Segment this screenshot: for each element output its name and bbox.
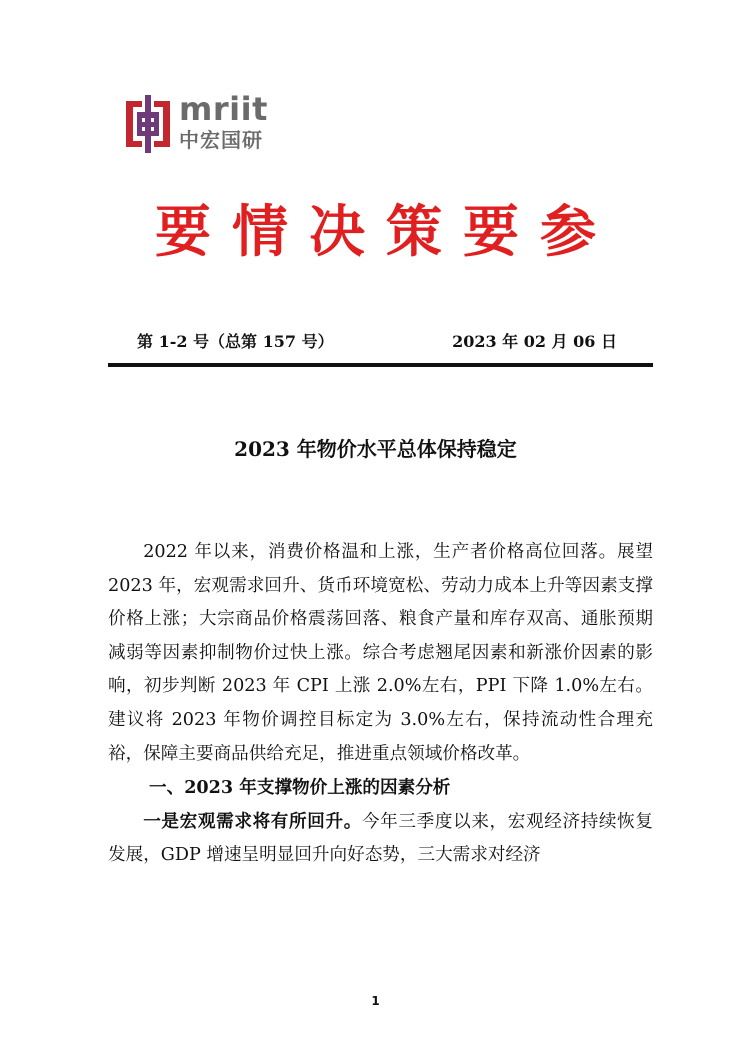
page-number: 1 — [371, 994, 380, 1008]
publication-masthead: 要情决策要参 — [155, 200, 617, 265]
header-divider — [108, 363, 653, 367]
issue-info — [137, 330, 617, 354]
mriit-logo — [124, 90, 274, 157]
article-title: 2023 年物价水平总体保持稳定 — [234, 437, 517, 461]
logo-mark-icon — [124, 95, 172, 153]
point-lead: 一是宏观需求将有所回升。 — [143, 810, 362, 832]
point-text: 今年三季度以来，宏观经济持续恢复发展，GDP 增速呈明显回升向好态势，三大需求对经济 — [108, 811, 653, 866]
paragraph-summary: 2022 年以来，消费价格温和上涨，生产者价格高位回落。展望 2023 年，宏观需求回升、货币环境宽松、劳动力成本上升等因素支撑价格上涨；大宗商品价格震荡回落、粮食产量和库存双高、通胀预期减弱等因素抑制物价过快上涨。综合考虑翘尾因素和新涨价因素的影响，初步判断 2023 年 CPI 上涨 2.0%左右，PPI 下降 1.0%左右。建议将 2023 年物价调控目标定为 3.0%左右，保持流动性合理充裕，保障主要商品供给充足，推进重点领域价格改革。 — [108, 542, 653, 764]
section-heading: 一、2023 年支撑物价上涨的因素分析 — [149, 777, 451, 799]
issue-date: 2023 年 02 月 06 日 — [452, 332, 617, 351]
logo-text-cn: 中宏国研 — [179, 128, 263, 152]
paragraph-point-1 — [108, 805, 653, 873]
logo-text-en: mriit — [179, 90, 268, 128]
issue-number: 第 1-2 号（总第 157 号） — [137, 332, 334, 351]
article-body — [108, 536, 653, 873]
